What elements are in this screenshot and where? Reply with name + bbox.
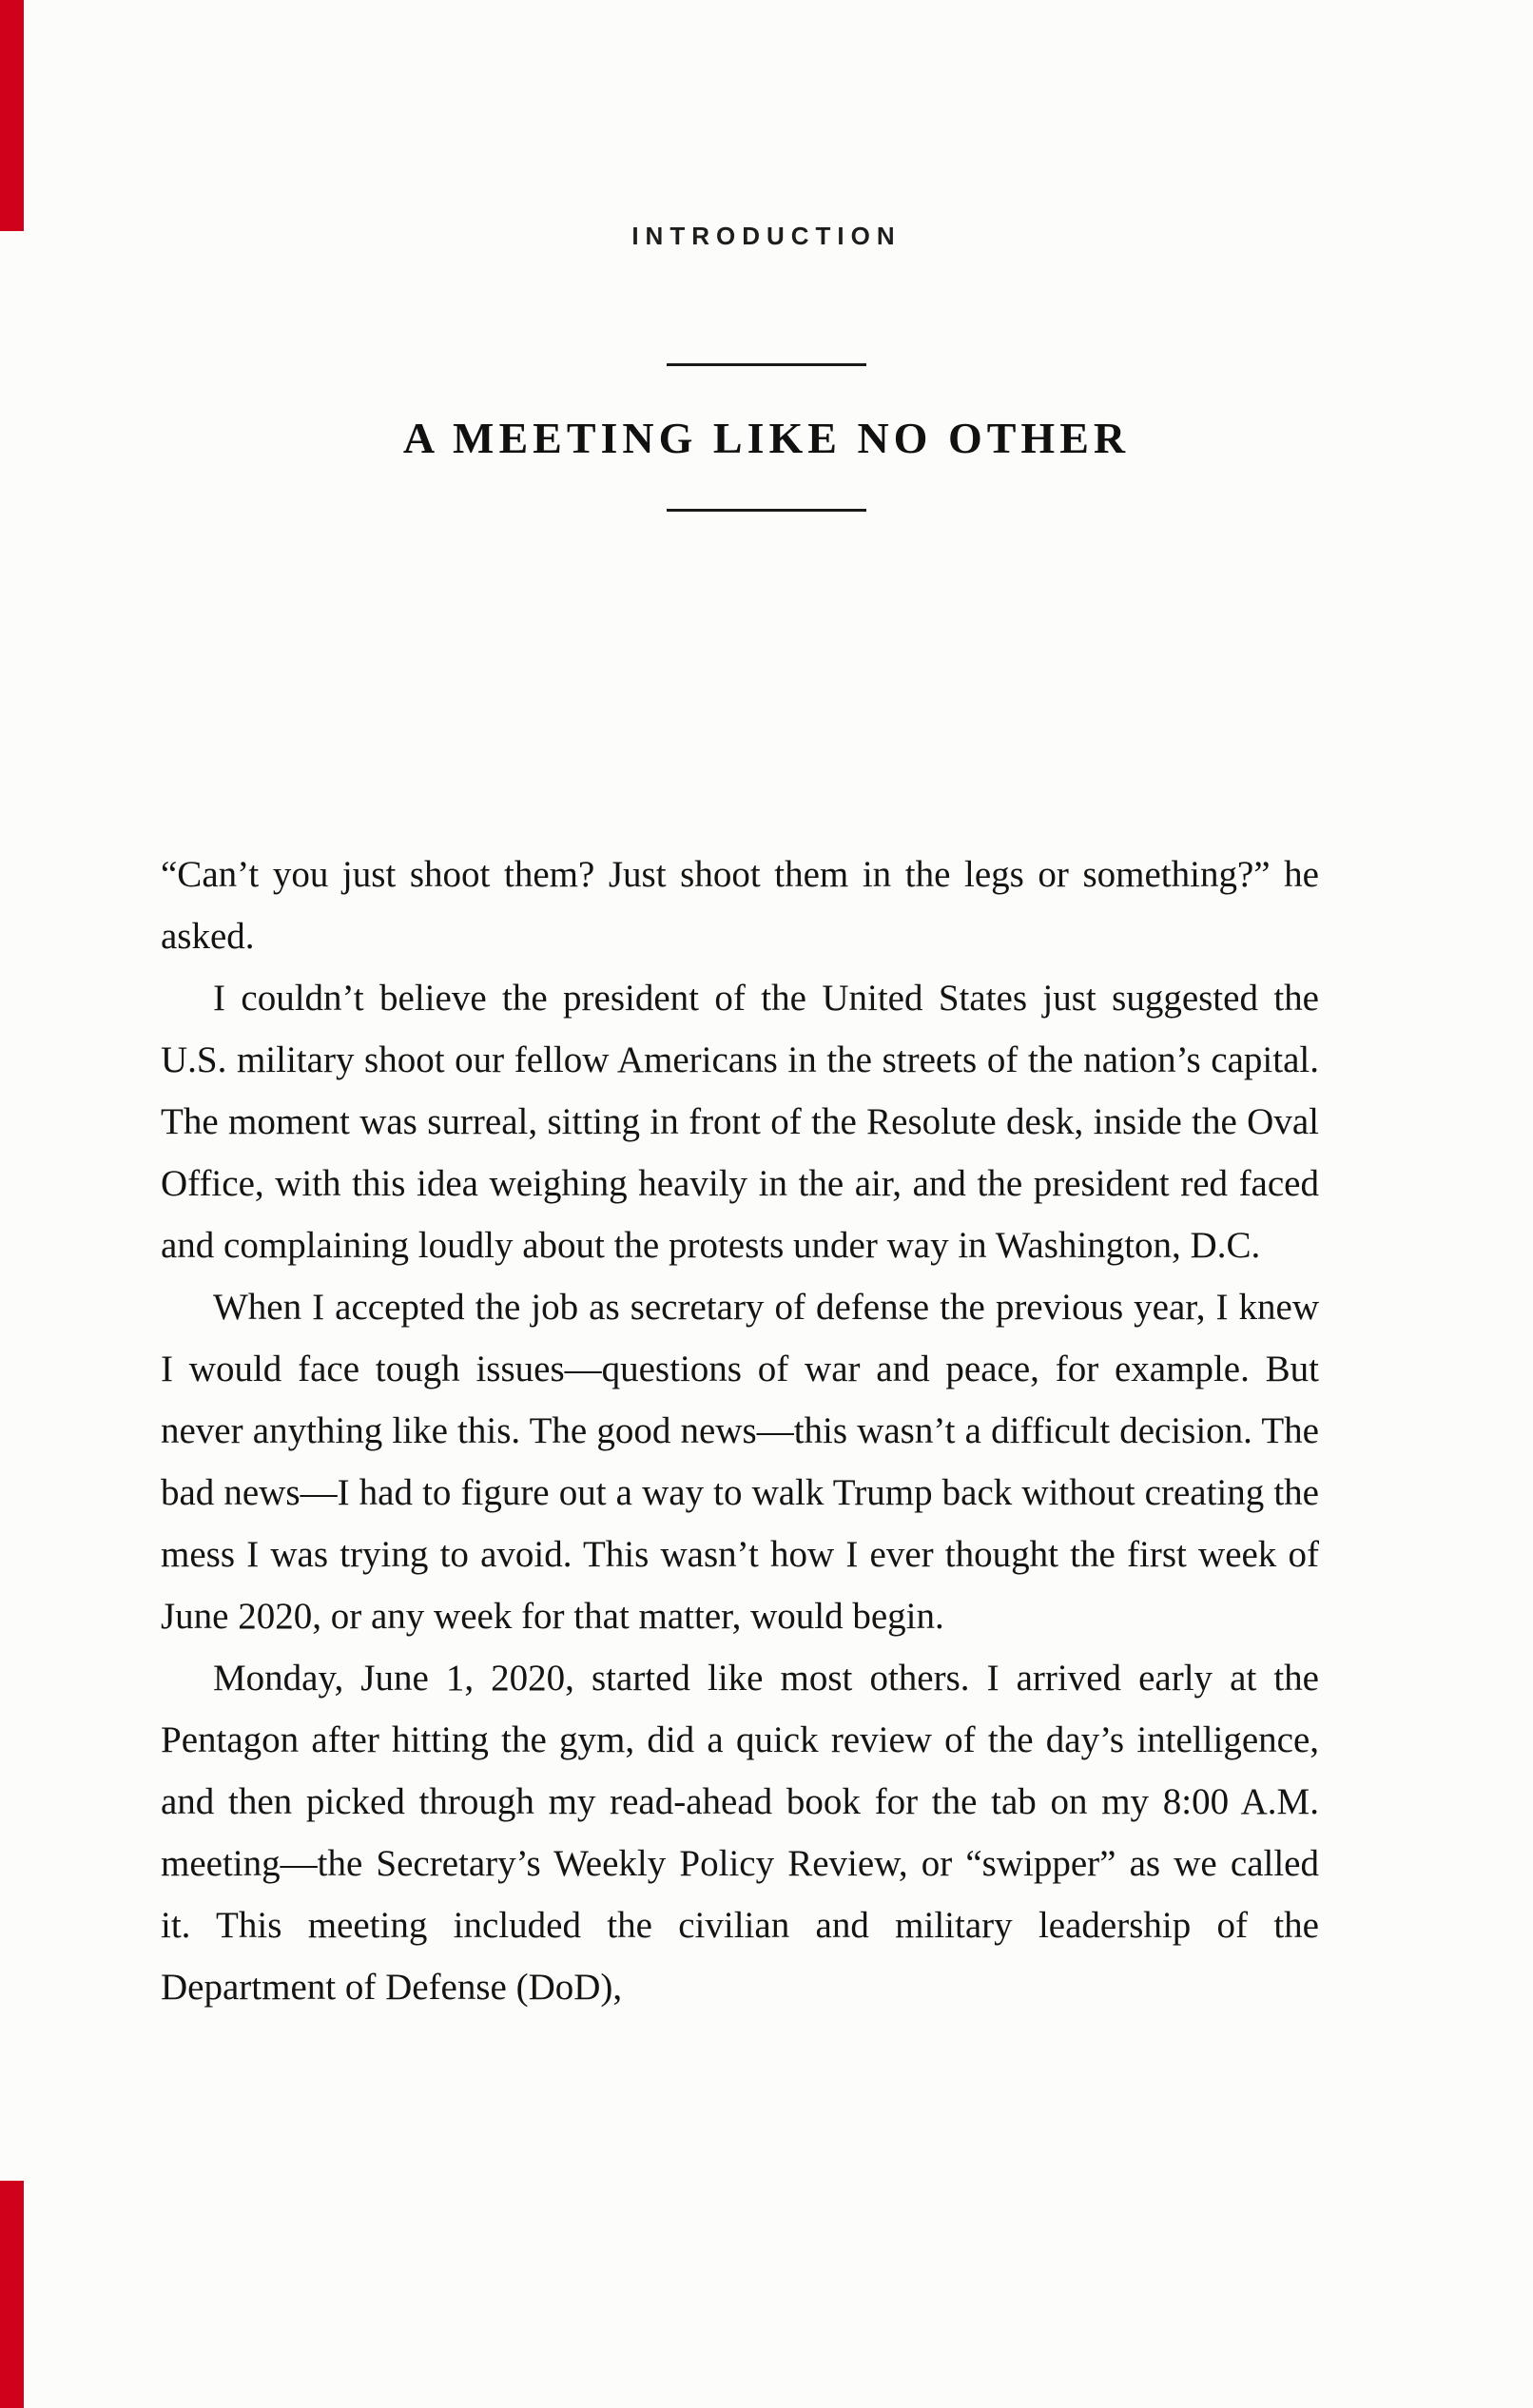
chapter-title: A MEETING LIKE NO OTHER: [402, 414, 1131, 462]
cover-edge-bottom: [0, 2181, 24, 2408]
paragraph: Monday, June 1, 2020, started like most others. I arrived early at the Pentagon after hitting the gym, did a quick review of the day’s intelligence, and then picked through my read-ahead book for the tab on my 8:00 A.M. meeting—the Secretary’s Weekly Policy Review, or “swipper” as we called it. This meeting included the civilian and military leadership of the Department of Defense (DoD),: [161, 1658, 1319, 2008]
cover-edge-top: [0, 0, 24, 231]
chapter-body: [161, 844, 1319, 2018]
paragraph: I couldn’t believe the president of the United States just suggested the U.S. military shoot our fellow Americans in the streets of the nation’s capital. The moment was surreal, sitting in front of the Resolute desk, inside the Oval Office, with this idea weighing heavily in the air, and the president red faced and complaining loudly about the protests under way in Washington, D.C.: [161, 978, 1319, 1266]
divider-rule-bottom: [667, 509, 866, 512]
paragraph-opening: “Can’t you just shoot them? Just shoot them in the legs or something?” he asked.: [161, 854, 1319, 957]
paragraph: When I accepted the job as secretary of defense the previous year, I knew I would face tough issues—questions of war and peace, for example. But never anything like this. The good news—this wasn’t a difficult decision. The bad news—I had to figure out a way to walk Trump back without creating the mess I was trying to avoid. This wasn’t how I ever thought the first week of June 2020, or any week for that matter, would begin.: [161, 1287, 1319, 1637]
divider-rule-top: [667, 363, 866, 366]
section-label: INTRODUCTION: [631, 222, 902, 250]
chapter-header: [0, 221, 1533, 512]
